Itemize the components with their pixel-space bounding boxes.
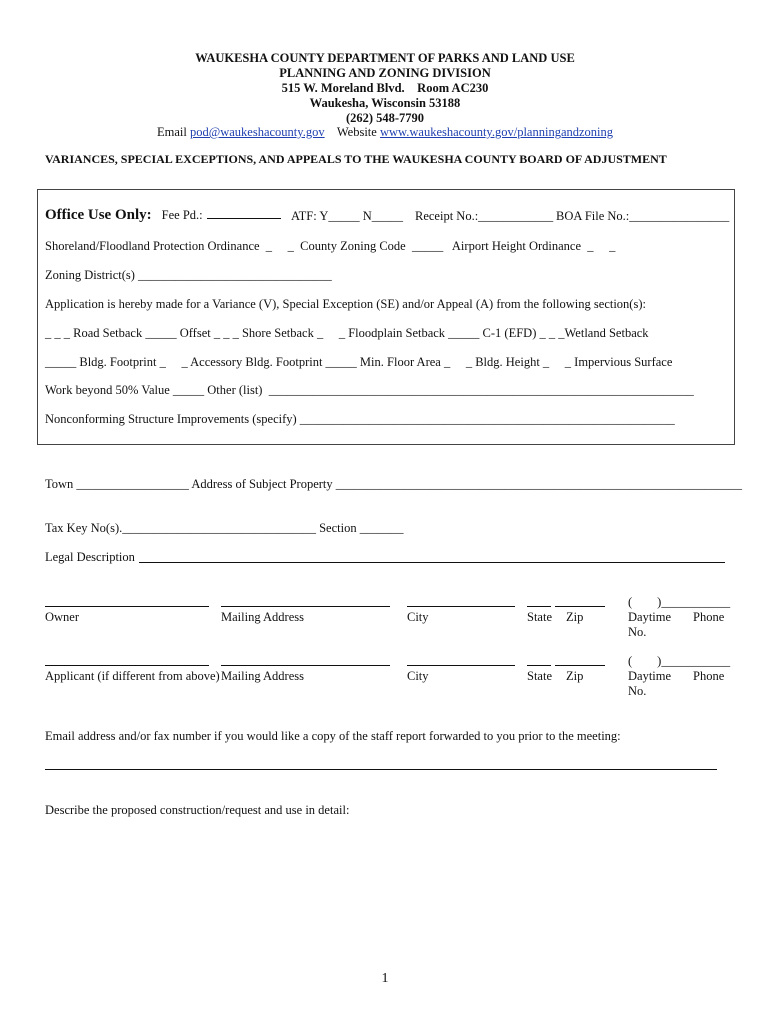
owner-city-line[interactable] [407,606,515,607]
legal-description-line[interactable] [139,562,725,563]
applicant-no-label: No. [628,684,647,698]
applicant-city-label: City [407,669,429,683]
applicant-line[interactable] [45,665,209,666]
owner-city-label: City [407,610,429,624]
applicant-state-line[interactable] [527,665,551,666]
agency-name: WAUKESHA COUNTY DEPARTMENT OF PARKS AND LAND USE [195,51,575,65]
office-use-title: Office Use Only: [45,207,152,223]
tax-key-row[interactable]: Tax Key No(s)._______________________________ Section _______ [45,521,404,535]
city-state-zip: Waukesha, Wisconsin 53188 [309,96,461,110]
website-label: Website [336,125,377,139]
email-request-line[interactable] [45,769,717,770]
applicant-mailing-line[interactable] [221,665,390,666]
contact-line [0,125,770,140]
email-link[interactable]: pod@waukeshacounty.gov [189,125,325,139]
owner-zip-line[interactable] [555,606,605,607]
applicant-zip-line[interactable] [555,665,605,666]
legal-description-label: Legal Description [45,550,135,564]
applicant-mailing-label: Mailing Address [221,669,304,683]
website-link[interactable]: www.waukeshacounty.gov/planningandzoning [379,125,614,139]
owner-phone-label: Phone [693,610,725,624]
owner-daytime-label: Daytime [628,610,672,624]
owner-phone-field[interactable]: ( )___________ [628,595,731,609]
zoning-district-row: Zoning District(s) _______________________________ [45,268,332,282]
town-row[interactable]: Town __________________ Address of Subject Property _________________________________________________________________ [45,477,743,491]
applicant-label: Applicant (if different from above) [45,669,220,683]
office-use-box [37,189,735,445]
applicant-daytime-label: Daytime [628,669,672,683]
owner-zip-label: Zip [566,610,584,624]
form-title: VARIANCES, SPECIAL EXCEPTIONS, AND APPEALS TO THE WAUKESHA COUNTY BOARD OF ADJUSTMENT [45,152,667,166]
owner-no-label: No. [628,625,647,639]
atf-field[interactable]: ATF: Y_____ N_____ [291,209,404,223]
page-number: 1 [381,971,389,986]
owner-mailing-line[interactable] [221,606,390,607]
work-row: Work beyond 50% Value _____ Other (list) ____________________________________________________________________ [45,383,694,397]
describe-area[interactable] [45,822,725,962]
email-request-text: Email address and/or fax number if you would like a copy of the staff report forwarded to you prior to the meeting: [45,729,621,743]
owner-label: Owner [45,610,80,624]
fee-field[interactable] [207,206,281,219]
applicant-phone-field[interactable]: ( )___________ [628,654,731,668]
boa-file-field[interactable]: BOA File No.:________________ [556,209,730,223]
applicant-state-label: State [527,669,552,683]
applicant-city-line[interactable] [407,665,515,666]
nonconforming-row: Nonconforming Structure Improvements (specify) ____________________________________________________________ [45,412,675,426]
ordinance-row: Shoreland/Floodland Protection Ordinance _ _ County Zoning Code _____ Airport Height Ordinance _ _ [45,239,616,253]
owner-mailing-label: Mailing Address [221,610,304,624]
owner-line[interactable] [45,606,209,607]
division-name: PLANNING AND ZONING DIVISION [279,66,491,80]
describe-label: Describe the proposed construction/request and use in detail: [45,803,350,817]
receipt-field[interactable]: Receipt No.:____________ [415,209,554,223]
street-address: 515 W. Moreland Blvd. Room AC230 [281,81,489,95]
applicant-phone-label: Phone [693,669,725,683]
application-text: Application is hereby made for a Variance (V), Special Exception (SE) and/or Appeal (A) from the following section(s): [45,297,646,311]
email-label: Email [156,125,187,139]
owner-state-label: State [527,610,552,624]
fee-label: Fee Pd.: [161,208,203,222]
office-use-row [45,206,281,224]
owner-state-line[interactable] [527,606,551,607]
phone-number: (262) 548-7790 [345,111,425,125]
setback-row: _ _ _ Road Setback _____ Offset _ _ _ Shore Setback _ _ Floodplain Setback _____ C-1 (EFD) _ _ _Wetland Setback [45,326,649,340]
bldg-row: _____ Bldg. Footprint _ _ Accessory Bldg. Footprint _____ Min. Floor Area _ _ Bldg. Height _ _ Impervious Surface [45,355,673,369]
applicant-zip-label: Zip [566,669,584,683]
